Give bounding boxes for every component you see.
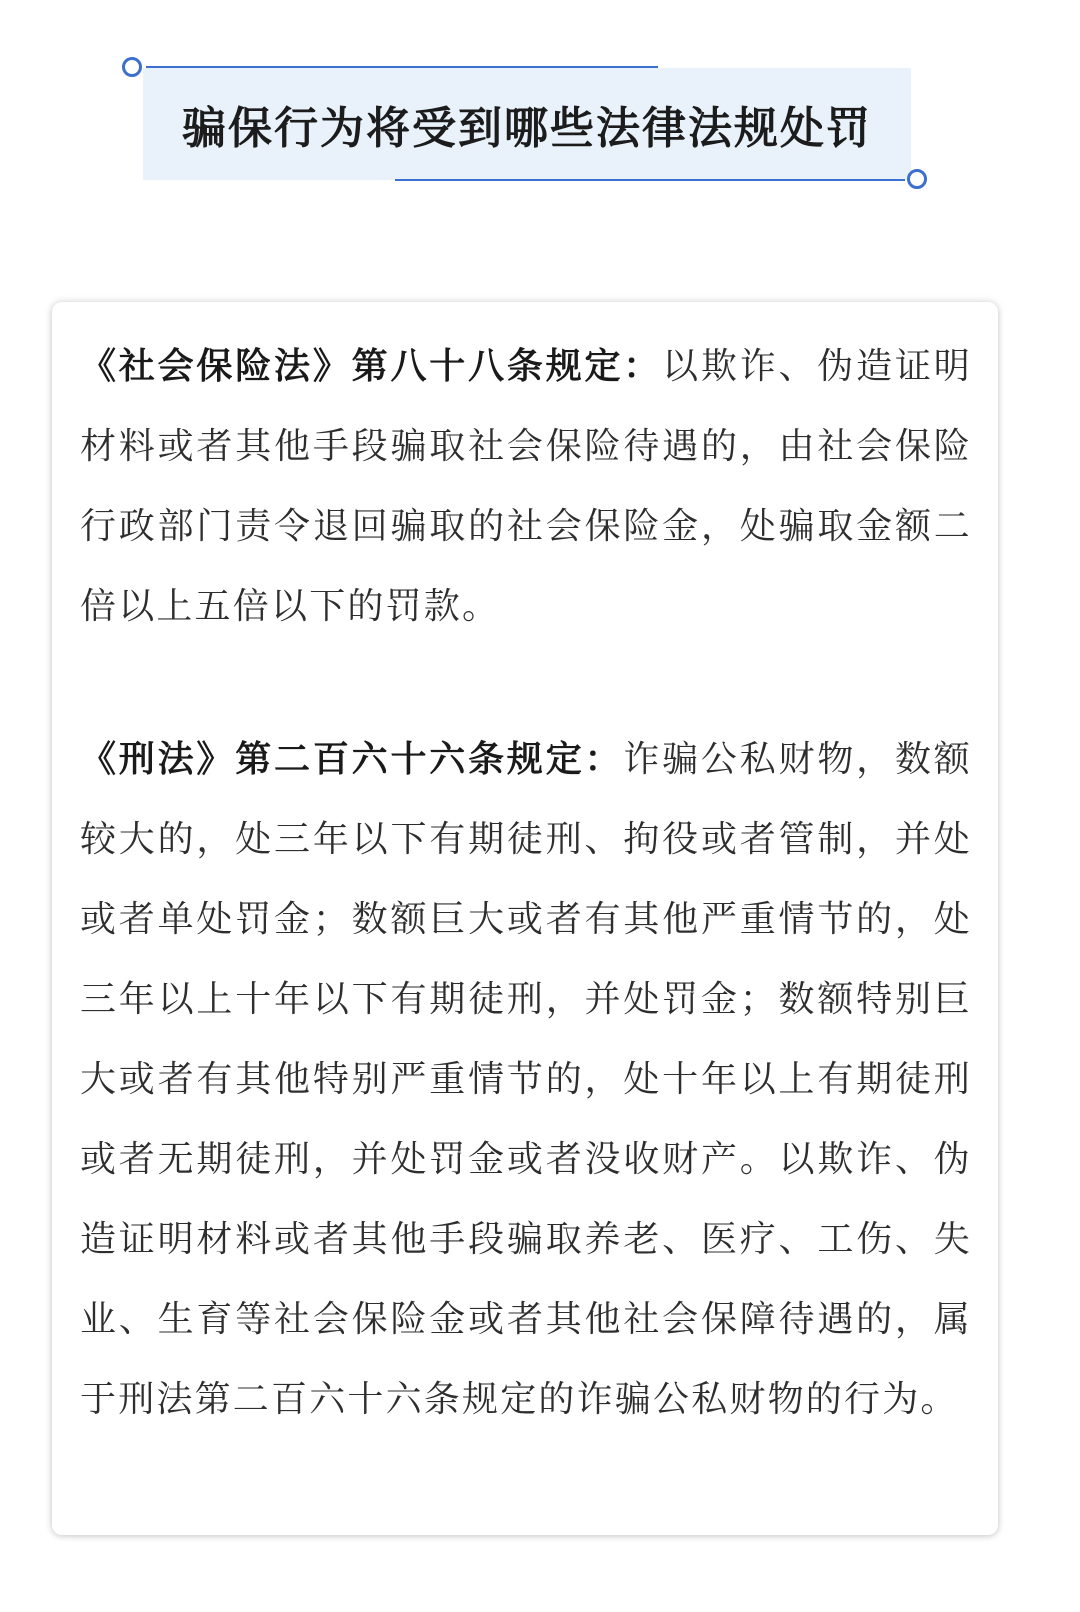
paragraph-social-insurance-law [80, 327, 972, 647]
page-title: 骗保行为将受到哪些法律法规处罚 [182, 103, 872, 154]
paragraph-body: 诈骗公私财物，数额较大的，处三年以下有期徒刑、拘役或者管制，并处或者单处罚金；数额巨大或者有其他严重情节的，处三年以上十年以下有期徒刑，并处罚金；数额特别巨大或者有其他特别严重情节的，处十年以上有期徒刑或者无期徒刑，并处罚金或者没收财产。以欺诈、伪造证明材料或者其他手段骗取养老、医疗、工伤、失业、生育等社会保险金或者其他社会保障待遇的，属于刑法第二百六十六条规定的诈骗公私财物的行为。 [80, 739, 972, 1420]
title-banner [0, 0, 1080, 240]
paragraph-body: 以欺诈、伪造证明材料或者其他手段骗取社会保险待遇的，由社会保险行政部门责令退回骗取的社会保险金，处骗取金额二倍以上五倍以下的罚款。 [80, 346, 972, 627]
paragraph-lead: 《社会保险法》第八十八条规定： [80, 346, 663, 387]
decorative-circle-left-icon [122, 57, 142, 77]
paragraph-criminal-law [80, 720, 972, 1440]
paragraph-lead: 《刑法》第二百六十六条规定： [80, 739, 624, 780]
